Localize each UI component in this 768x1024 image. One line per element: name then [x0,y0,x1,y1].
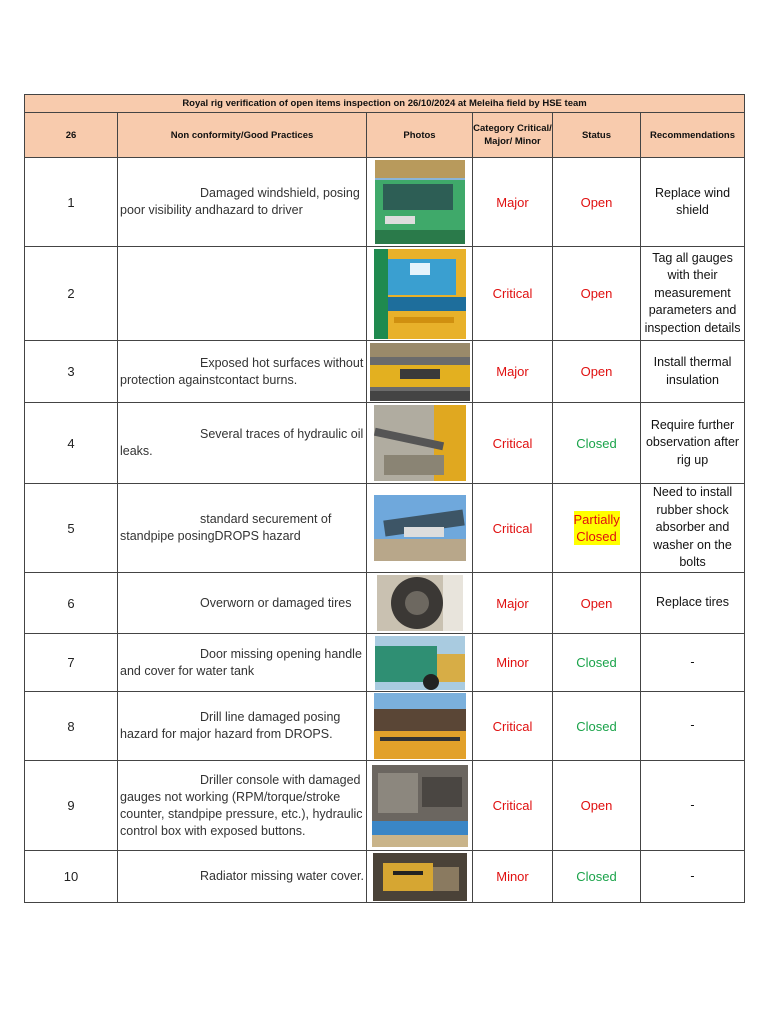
status-value: Partially Closed [573,512,620,544]
table-row [25,761,745,851]
truck-windshield-photo [375,160,465,244]
hydraulic-leak-photo [374,405,466,481]
radiator-photo [373,853,467,901]
row-number: 1 [25,158,118,247]
non-conformity-text: Driller console with damaged gauges not working (RPM/torque/stroke counter, standpipe pressure, etc.), hydraulic control box with exposed buttons. [118,761,367,851]
row-number: 10 [25,851,118,903]
status-value: Closed [553,851,641,903]
status-value: Closed [553,403,641,484]
non-conformity-text: Damaged windshield, posing poor visibility andhazard to driver [118,158,367,247]
table-row [25,158,745,247]
row-number: 2 [25,247,118,341]
tire-photo [377,575,463,631]
table-row [25,341,745,403]
non-conformity-text: Several traces of hydraulic oil leaks. [118,403,367,484]
hot-surface-photo [370,343,470,401]
non-conformity-text: Drill line damaged posing hazard for major hazard from DROPS. [118,692,367,761]
recommendation-text: - [641,761,745,851]
non-conformity-text [118,247,367,341]
table-row [25,851,745,903]
status-value: Open [553,761,641,851]
recommendation-text: Replace tires [641,573,745,634]
row-number: 7 [25,634,118,692]
non-conformity-text: Overworn or damaged tires [118,573,367,634]
header-category: Category Critical/ Major/ Minor [473,113,553,158]
inspection-table [24,94,745,903]
driller-console-photo [372,765,468,847]
recommendation-text: - [641,851,745,903]
table-row [25,247,745,341]
recommendation-text: Replace wind shield [641,158,745,247]
header-number: 26 [25,113,118,158]
table-title: Royal rig verification of open items inspection on 26/10/2024 at Meleiha field by HSE team [25,95,745,113]
non-conformity-text: Radiator missing water cover. [118,851,367,903]
category-value: Critical [473,761,553,851]
row-number: 8 [25,692,118,761]
category-value: Major [473,158,553,247]
table-row [25,403,745,484]
row-number: 4 [25,403,118,484]
category-value: Critical [473,247,553,341]
category-value: Minor [473,634,553,692]
category-value: Critical [473,692,553,761]
status-value: Open [553,247,641,341]
table-row [25,484,745,573]
gauge-panel-photo [374,249,466,339]
row-number: 6 [25,573,118,634]
recommendation-text: - [641,692,745,761]
recommendation-text: Require further observation after rig up [641,403,745,484]
header-non-conformity: Non conformity/Good Practices [118,113,367,158]
water-tank-photo [375,636,465,690]
recommendation-text: Install thermal insulation [641,341,745,403]
table-row [25,634,745,692]
category-value: Critical [473,484,553,573]
category-value: Major [473,573,553,634]
header-recommendations: Recommendations [641,113,745,158]
drill-line-photo [374,693,466,759]
table-row [25,692,745,761]
status-value: Closed [553,634,641,692]
status-value: Open [553,158,641,247]
status-value: Open [553,341,641,403]
recommendation-text: Tag all gauges with their measurement parameters and inspection details [641,247,745,341]
standpipe-photo [374,495,466,561]
row-number: 9 [25,761,118,851]
status-value: Closed [553,692,641,761]
header-status: Status [553,113,641,158]
status-value: Open [553,573,641,634]
table-row [25,573,745,634]
row-number: 5 [25,484,118,573]
category-value: Minor [473,851,553,903]
row-number: 3 [25,341,118,403]
recommendation-text: Need to install rubber shock absorber and washer on the bolts [641,484,745,573]
header-photos: Photos [367,113,473,158]
category-value: Critical [473,403,553,484]
non-conformity-text: Exposed hot surfaces without protection againstcontact burns. [118,341,367,403]
non-conformity-text: standard securement of standpipe posingDROPS hazard [118,484,367,573]
category-value: Major [473,341,553,403]
non-conformity-text: Door missing opening handle and cover for water tank [118,634,367,692]
recommendation-text: - [641,634,745,692]
